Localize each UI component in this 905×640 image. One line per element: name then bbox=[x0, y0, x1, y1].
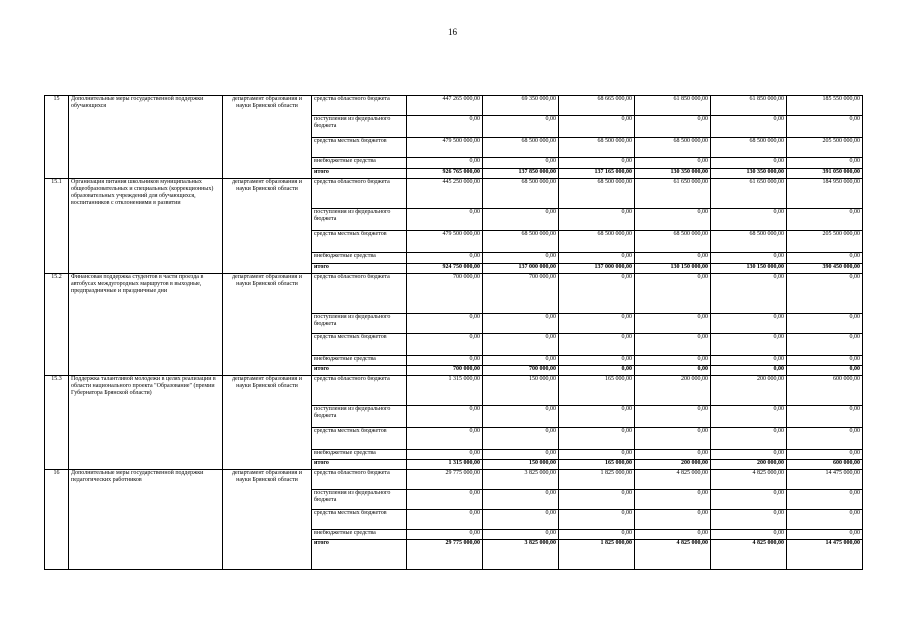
funding-source: поступления из федерального бюджета bbox=[312, 314, 407, 334]
amount-cell: 0,00 bbox=[407, 314, 483, 334]
amount-cell: 0,00 bbox=[635, 314, 711, 334]
budget-table-body bbox=[45, 96, 863, 570]
amount-cell: 600 000,00 bbox=[787, 376, 863, 406]
funding-source: итого bbox=[312, 169, 407, 179]
item-number: 15.3 bbox=[45, 376, 69, 470]
amount-cell: 0,00 bbox=[711, 253, 787, 264]
amount-cell: 68 500 000,00 bbox=[483, 179, 559, 209]
table-row bbox=[45, 274, 863, 314]
executor: департамент образования и науки Брянской области bbox=[223, 376, 312, 470]
amount-cell: 61 850 000,00 bbox=[711, 96, 787, 116]
amount-cell: 0,00 bbox=[787, 356, 863, 366]
measure-name: Дополнительные меры государственной поддержки педагогических работников bbox=[69, 470, 223, 570]
amount-cell: 0,00 bbox=[407, 116, 483, 138]
amount-cell: 137 000 000,00 bbox=[483, 264, 559, 274]
amount-cell: 4 825 000,00 bbox=[711, 470, 787, 490]
measure-name: Финансовая поддержка студентов в части проезда в автобусах междугородных маршрутов в выходные, предпраздничные и праздничные дни bbox=[69, 274, 223, 376]
item-number: 15 bbox=[45, 96, 69, 179]
funding-source: средства областного бюджета bbox=[312, 179, 407, 209]
amount-cell: 130 150 000,00 bbox=[711, 264, 787, 274]
amount-cell: 0,00 bbox=[635, 116, 711, 138]
amount-cell: 68 500 000,00 bbox=[635, 138, 711, 158]
amount-cell: 0,00 bbox=[711, 490, 787, 510]
amount-cell: 0,00 bbox=[483, 334, 559, 356]
amount-cell: 0,00 bbox=[559, 253, 635, 264]
measure-name: Дополнительные меры государственной поддержки обучающихся bbox=[69, 96, 223, 179]
funding-source: внебюджетные средства bbox=[312, 450, 407, 460]
amount-cell: 150 000,00 bbox=[483, 460, 559, 470]
amount-cell: 0,00 bbox=[407, 334, 483, 356]
amount-cell: 29 775 000,00 bbox=[407, 470, 483, 490]
amount-cell: 0,00 bbox=[635, 209, 711, 231]
amount-cell: 0,00 bbox=[559, 209, 635, 231]
amount-cell: 0,00 bbox=[635, 158, 711, 169]
amount-cell: 68 500 000,00 bbox=[559, 179, 635, 209]
amount-cell: 184 950 000,00 bbox=[787, 179, 863, 209]
amount-cell: 1 825 000,00 bbox=[559, 470, 635, 490]
amount-cell: 0,00 bbox=[407, 356, 483, 366]
amount-cell: 0,00 bbox=[711, 366, 787, 376]
amount-cell: 165 000,00 bbox=[559, 460, 635, 470]
amount-cell: 68 665 000,00 bbox=[559, 96, 635, 116]
budget-table bbox=[44, 95, 863, 570]
amount-cell: 0,00 bbox=[483, 510, 559, 530]
executor: департамент образования и науки Брянской области bbox=[223, 96, 312, 179]
amount-cell: 0,00 bbox=[635, 366, 711, 376]
amount-cell: 0,00 bbox=[559, 530, 635, 540]
amount-cell: 130 350 000,00 bbox=[635, 169, 711, 179]
funding-source: итого bbox=[312, 366, 407, 376]
amount-cell: 0,00 bbox=[711, 274, 787, 314]
amount-cell: 0,00 bbox=[635, 490, 711, 510]
amount-cell: 0,00 bbox=[559, 334, 635, 356]
amount-cell: 3 825 000,00 bbox=[483, 470, 559, 490]
amount-cell: 0,00 bbox=[483, 209, 559, 231]
executor: департамент образования и науки Брянской области bbox=[223, 179, 312, 274]
amount-cell: 68 500 000,00 bbox=[559, 231, 635, 253]
amount-cell: 200 000,00 bbox=[711, 376, 787, 406]
amount-cell: 0,00 bbox=[559, 314, 635, 334]
amount-cell: 0,00 bbox=[559, 158, 635, 169]
amount-cell: 4 825 000,00 bbox=[635, 470, 711, 490]
amount-cell: 0,00 bbox=[635, 274, 711, 314]
amount-cell: 0,00 bbox=[787, 116, 863, 138]
amount-cell: 600 000,00 bbox=[787, 460, 863, 470]
amount-cell: 0,00 bbox=[407, 490, 483, 510]
amount-cell: 0,00 bbox=[483, 450, 559, 460]
amount-cell: 68 500 000,00 bbox=[559, 138, 635, 158]
amount-cell: 0,00 bbox=[711, 209, 787, 231]
amount-cell: 0,00 bbox=[559, 490, 635, 510]
amount-cell: 0,00 bbox=[483, 158, 559, 169]
amount-cell: 0,00 bbox=[711, 334, 787, 356]
amount-cell: 447 265 000,00 bbox=[407, 96, 483, 116]
amount-cell: 0,00 bbox=[559, 406, 635, 428]
amount-cell: 445 250 000,00 bbox=[407, 179, 483, 209]
amount-cell: 0,00 bbox=[787, 428, 863, 450]
funding-source: внебюджетные средства bbox=[312, 158, 407, 169]
amount-cell: 700 000,00 bbox=[407, 366, 483, 376]
table-row bbox=[45, 179, 863, 209]
amount-cell: 0,00 bbox=[559, 450, 635, 460]
amount-cell: 479 500 000,00 bbox=[407, 138, 483, 158]
funding-source: поступления из федерального бюджета bbox=[312, 490, 407, 510]
amount-cell: 0,00 bbox=[559, 366, 635, 376]
amount-cell: 61 650 000,00 bbox=[711, 179, 787, 209]
amount-cell: 200 000,00 bbox=[635, 460, 711, 470]
amount-cell: 1 825 000,00 bbox=[559, 540, 635, 570]
amount-cell: 0,00 bbox=[787, 450, 863, 460]
amount-cell: 200 000,00 bbox=[635, 376, 711, 406]
amount-cell: 137 165 000,00 bbox=[559, 169, 635, 179]
amount-cell: 1 315 000,00 bbox=[407, 376, 483, 406]
amount-cell: 0,00 bbox=[559, 116, 635, 138]
amount-cell: 0,00 bbox=[711, 158, 787, 169]
amount-cell: 3 825 000,00 bbox=[483, 540, 559, 570]
measure-name: Организация питания школьников муниципальных общеобразовательных и специальных (коррекционных) образовательных учреждений для обучающихся, воспитанников с отклонениями в развитии bbox=[69, 179, 223, 274]
amount-cell: 0,00 bbox=[787, 490, 863, 510]
amount-cell: 0,00 bbox=[407, 158, 483, 169]
amount-cell: 200 000,00 bbox=[711, 460, 787, 470]
funding-source: поступления из федерального бюджета bbox=[312, 406, 407, 428]
item-number: 15.1 bbox=[45, 179, 69, 274]
amount-cell: 391 050 000,00 bbox=[787, 169, 863, 179]
funding-source: итого bbox=[312, 540, 407, 570]
funding-source: средства областного бюджета bbox=[312, 274, 407, 314]
amount-cell: 0,00 bbox=[559, 428, 635, 450]
funding-source: внебюджетные средства bbox=[312, 253, 407, 264]
amount-cell: 0,00 bbox=[787, 366, 863, 376]
amount-cell: 14 475 000,00 bbox=[787, 470, 863, 490]
amount-cell: 924 750 000,00 bbox=[407, 264, 483, 274]
amount-cell: 185 550 000,00 bbox=[787, 96, 863, 116]
table-row bbox=[45, 376, 863, 406]
executor: департамент образования и науки Брянской области bbox=[223, 470, 312, 570]
amount-cell: 0,00 bbox=[559, 356, 635, 366]
amount-cell: 0,00 bbox=[787, 530, 863, 540]
amount-cell: 0,00 bbox=[711, 428, 787, 450]
funding-source: средства местных бюджетов bbox=[312, 334, 407, 356]
amount-cell: 390 450 000,00 bbox=[787, 264, 863, 274]
amount-cell: 0,00 bbox=[711, 356, 787, 366]
amount-cell: 0,00 bbox=[635, 406, 711, 428]
amount-cell: 0,00 bbox=[635, 356, 711, 366]
amount-cell: 926 765 000,00 bbox=[407, 169, 483, 179]
funding-source: внебюджетные средства bbox=[312, 530, 407, 540]
amount-cell: 0,00 bbox=[407, 428, 483, 450]
amount-cell: 0,00 bbox=[483, 530, 559, 540]
amount-cell: 205 500 000,00 bbox=[787, 138, 863, 158]
funding-source: средства местных бюджетов bbox=[312, 428, 407, 450]
amount-cell: 0,00 bbox=[787, 209, 863, 231]
table-row bbox=[45, 96, 863, 116]
funding-source: итого bbox=[312, 460, 407, 470]
amount-cell: 0,00 bbox=[787, 253, 863, 264]
amount-cell: 69 350 000,00 bbox=[483, 96, 559, 116]
amount-cell: 0,00 bbox=[711, 116, 787, 138]
funding-source: средства областного бюджета bbox=[312, 470, 407, 490]
amount-cell: 0,00 bbox=[787, 314, 863, 334]
amount-cell: 0,00 bbox=[407, 253, 483, 264]
amount-cell: 137 000 000,00 bbox=[559, 264, 635, 274]
amount-cell: 0,00 bbox=[635, 510, 711, 530]
amount-cell: 0,00 bbox=[407, 450, 483, 460]
funding-source: итого bbox=[312, 264, 407, 274]
amount-cell: 130 150 000,00 bbox=[635, 264, 711, 274]
amount-cell: 0,00 bbox=[711, 530, 787, 540]
amount-cell: 14 475 000,00 bbox=[787, 540, 863, 570]
amount-cell: 205 500 000,00 bbox=[787, 231, 863, 253]
amount-cell: 0,00 bbox=[483, 314, 559, 334]
amount-cell: 29 775 000,00 bbox=[407, 540, 483, 570]
amount-cell: 0,00 bbox=[483, 490, 559, 510]
funding-source: поступления из федерального бюджета bbox=[312, 209, 407, 231]
amount-cell: 0,00 bbox=[787, 158, 863, 169]
amount-cell: 700 000,00 bbox=[483, 274, 559, 314]
amount-cell: 0,00 bbox=[407, 209, 483, 231]
amount-cell: 0,00 bbox=[787, 334, 863, 356]
amount-cell: 700 000,00 bbox=[407, 274, 483, 314]
amount-cell: 0,00 bbox=[483, 116, 559, 138]
funding-source: средства местных бюджетов bbox=[312, 510, 407, 530]
amount-cell: 0,00 bbox=[635, 253, 711, 264]
funding-source: средства местных бюджетов bbox=[312, 231, 407, 253]
amount-cell: 4 825 000,00 bbox=[635, 540, 711, 570]
amount-cell: 0,00 bbox=[787, 406, 863, 428]
amount-cell: 0,00 bbox=[635, 334, 711, 356]
item-number: 16 bbox=[45, 470, 69, 570]
page-number: 16 bbox=[448, 27, 457, 37]
amount-cell: 150 000,00 bbox=[483, 376, 559, 406]
amount-cell: 130 350 000,00 bbox=[711, 169, 787, 179]
amount-cell: 0,00 bbox=[559, 274, 635, 314]
amount-cell: 4 825 000,00 bbox=[711, 540, 787, 570]
amount-cell: 165 000,00 bbox=[559, 376, 635, 406]
amount-cell: 700 000,00 bbox=[483, 366, 559, 376]
amount-cell: 0,00 bbox=[787, 274, 863, 314]
amount-cell: 0,00 bbox=[635, 428, 711, 450]
amount-cell: 0,00 bbox=[407, 406, 483, 428]
amount-cell: 0,00 bbox=[787, 510, 863, 530]
amount-cell: 0,00 bbox=[635, 530, 711, 540]
funding-source: поступления из федерального бюджета bbox=[312, 116, 407, 138]
funding-source: средства областного бюджета bbox=[312, 376, 407, 406]
amount-cell: 68 500 000,00 bbox=[635, 231, 711, 253]
amount-cell: 0,00 bbox=[483, 253, 559, 264]
amount-cell: 0,00 bbox=[483, 406, 559, 428]
amount-cell: 0,00 bbox=[483, 356, 559, 366]
amount-cell: 61 850 000,00 bbox=[635, 96, 711, 116]
amount-cell: 68 500 000,00 bbox=[483, 231, 559, 253]
amount-cell: 0,00 bbox=[483, 428, 559, 450]
amount-cell: 0,00 bbox=[711, 314, 787, 334]
amount-cell: 0,00 bbox=[711, 406, 787, 428]
amount-cell: 68 500 000,00 bbox=[711, 231, 787, 253]
amount-cell: 0,00 bbox=[711, 450, 787, 460]
item-number: 15.2 bbox=[45, 274, 69, 376]
funding-source: внебюджетные средства bbox=[312, 356, 407, 366]
amount-cell: 1 315 000,00 bbox=[407, 460, 483, 470]
amount-cell: 68 500 000,00 bbox=[483, 138, 559, 158]
amount-cell: 137 850 000,00 bbox=[483, 169, 559, 179]
amount-cell: 0,00 bbox=[559, 510, 635, 530]
funding-source: средства местных бюджетов bbox=[312, 138, 407, 158]
table-row bbox=[45, 470, 863, 490]
executor: департамент образования и науки Брянской области bbox=[223, 274, 312, 376]
amount-cell: 0,00 bbox=[407, 510, 483, 530]
amount-cell: 479 500 000,00 bbox=[407, 231, 483, 253]
amount-cell: 0,00 bbox=[635, 450, 711, 460]
amount-cell: 61 650 000,00 bbox=[635, 179, 711, 209]
amount-cell: 0,00 bbox=[407, 530, 483, 540]
funding-source: средства областного бюджета bbox=[312, 96, 407, 116]
measure-name: Поддержка талантливой молодежи в целях реализации в области национального проекта "Образование" (премии Губернатора Брянской области) bbox=[69, 376, 223, 470]
amount-cell: 68 500 000,00 bbox=[711, 138, 787, 158]
amount-cell: 0,00 bbox=[711, 510, 787, 530]
